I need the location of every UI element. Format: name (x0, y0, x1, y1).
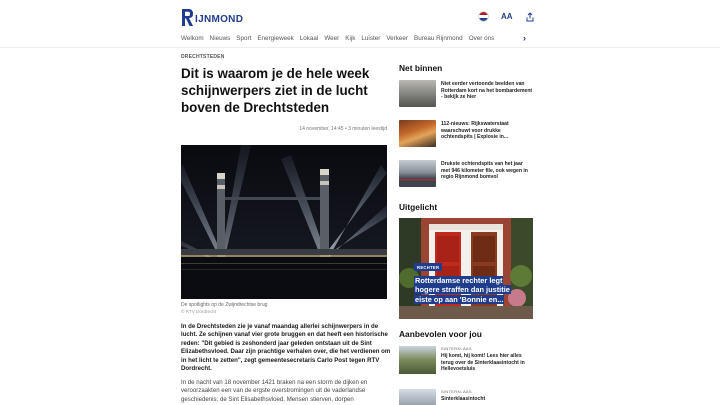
dutch-flag-icon[interactable] (478, 11, 489, 22)
share-icon[interactable] (525, 12, 535, 22)
news-thumbnail (399, 346, 436, 374)
nav-item-kijk[interactable]: Kijk (345, 35, 356, 42)
main-nav (181, 35, 533, 45)
list-item-title: Sinterklaasintocht (441, 396, 486, 402)
nav-item-bureau-rijnmond[interactable]: Bureau Rijnmond (414, 35, 463, 42)
list-item[interactable] (399, 346, 533, 376)
logo-r-icon (181, 8, 194, 27)
article-body: In de nacht van 18 november 1421 braken na een storm de dijken en veroorzaakten een van de ergste overstromingen uit de vaderlandse geschiedenis; de Sint Elisabethsvloed. Mensen stierven, dorpen (181, 379, 368, 403)
featured-headline: Rotterdamse rechter legt hogere straffen dan justitie eiste op aan 'Bonnie en... (415, 276, 510, 304)
list-item-title: Hij komt, hij komt! Lees hier alles terug over de Sinterklaasintocht in Hellevoetsluis (441, 353, 525, 373)
nav-item-sport[interactable]: Sport (236, 35, 252, 42)
list-item[interactable] (399, 160, 533, 187)
nav-item-over-ons[interactable]: Over ons (468, 35, 495, 42)
nav-scroll-right-icon[interactable]: › (523, 33, 526, 43)
nav-item-luister[interactable]: Luister (361, 35, 381, 42)
news-thumbnail (399, 80, 436, 107)
nav-item-weer[interactable]: Weer (324, 35, 340, 42)
nav-item-energieweek[interactable]: Energieweek (257, 35, 294, 42)
logo-text: IJNMOND (195, 14, 244, 25)
text-size-button[interactable]: AA (501, 12, 513, 21)
list-item-title: Drukste ochtendspits van het jaar met 946 kilometer file, ook wegen in regio Rijnmond bomvol (441, 161, 528, 181)
nav-item-welkom[interactable]: Welkom (181, 35, 204, 42)
rijnmond-logo[interactable] (181, 8, 243, 27)
news-thumbnail (399, 120, 436, 147)
article-meta: 14 november, 14:45 • 3 minuten leestijd (299, 126, 387, 132)
aanbevolen-heading: Aanbevolen voor jou (399, 329, 482, 339)
net-binnen-heading: Net binnen (399, 63, 443, 73)
image-credit: © RTV Dordrecht (181, 309, 217, 314)
news-thumbnail (399, 389, 436, 405)
list-item[interactable] (399, 120, 533, 147)
list-item[interactable] (399, 389, 533, 405)
news-thumbnail (399, 160, 436, 187)
nav-item-nieuws[interactable]: Nieuws (209, 35, 231, 42)
site-header (0, 0, 720, 32)
nav-divider (0, 47, 720, 48)
featured-badge: RECHTER (414, 263, 442, 271)
list-item-kicker: SINTERKLAAS (441, 389, 472, 394)
list-item-kicker: SINTERKLAAS (441, 346, 472, 351)
uitgelicht-heading: Uitgelicht (399, 202, 438, 212)
list-item[interactable] (399, 80, 533, 107)
nav-item-verkeer[interactable]: Verkeer (386, 35, 409, 42)
list-item-title: Niet eerder vertoonde beelden van Rotterdam kort na het bombardement - bekijk ze hier (441, 81, 533, 101)
list-item-title: 112-nieuws: Rijkswaterstaat waarschuwt voor drukke ochtendspits | Explosie in... (441, 121, 509, 141)
article-intro: In de Drechtsteden zie je vanaf maandag allerlei schijnwerpers in de lucht. Ze schijnen vanaf vier grote bruggen en dat heeft een historische reden: "Dit gebied is zeshonderd jaar geleden ontstaan uit de Sint Elizabethsvloed. Daar zijn prachtige verhalen over, die het verdienen om in het licht te zetten", zegt gemeentesecretaris Carlo Post tegen RTV Dordrecht. (181, 323, 391, 373)
image-caption: De spotlights op de Zwijndrechtse brug (181, 302, 268, 308)
featured-card[interactable] (399, 218, 533, 319)
nav-item-lokaal[interactable]: Lokaal (299, 35, 319, 42)
article-kicker[interactable]: DRECHTSTEDEN (181, 54, 225, 60)
article-title: Dit is waarom je de hele week schijnwerpers ziet in de lucht boven de Drechtsteden (181, 66, 370, 115)
article-hero-image (181, 145, 387, 299)
